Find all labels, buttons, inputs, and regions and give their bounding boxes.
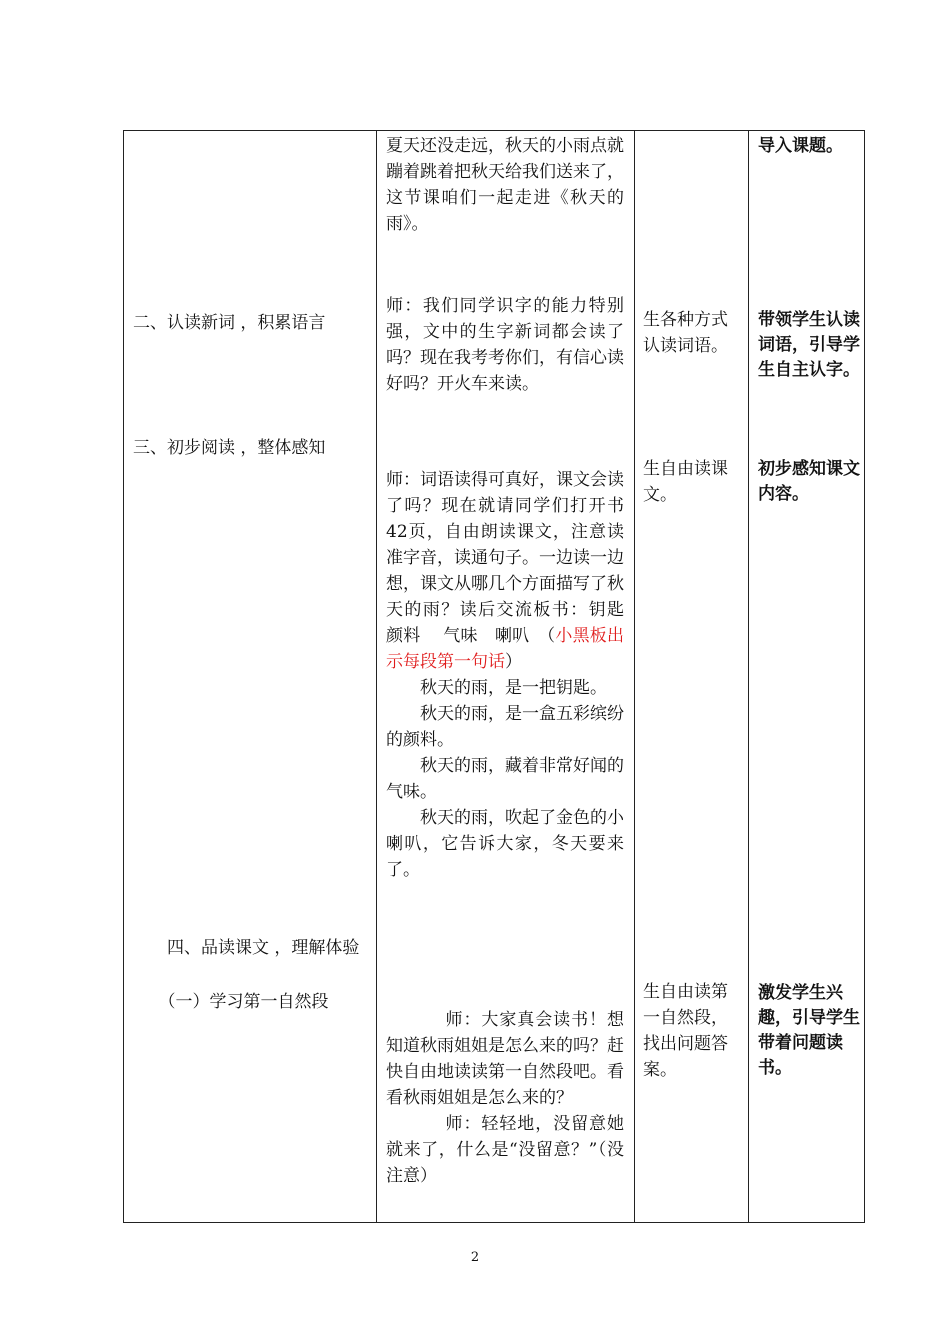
student-step-2: 生各种方式认读词语。: [643, 310, 728, 356]
text-line-4: 秋天的雨，吹起了金色的小喇叭，它告诉大家，冬天要来了。: [386, 808, 624, 880]
intent-step-4: 激发学生兴趣，引导学生带着问题读书。: [758, 983, 860, 1078]
teacher-reading-main: 师：词语读得可真好，课文会读了吗？现在就请同学们打开书42页，自由朗读课文，注意读准字音，读通句子。一边读一边想，课文从哪几个方面描写了秋天的雨？读后交流板书：钥匙 颜料 气味 喇叭 （: [386, 470, 641, 646]
step-2-title: 二、认读新词 ，积累语言: [133, 313, 326, 333]
student-step-3: 生自由读课文。: [643, 459, 728, 505]
page-number: 2: [470, 1250, 480, 1265]
text-line-1: 秋天的雨，是一把钥匙。: [420, 678, 607, 698]
text-line-3: 秋天的雨，藏着非常好闻的气味。: [386, 756, 624, 802]
teacher-reading: [386, 467, 641, 883]
intent-step-2: 带领学生认读词语，引导学生自主认字。: [758, 310, 860, 380]
step-4-title: 四、品读课文 ，理解体验: [167, 938, 360, 958]
teacher-intro: 夏天还没走远，秋天的小雨点就蹦着跳着把秋天给我们送来了，这节课咱们一起走进《秋天的雨》。: [386, 136, 624, 234]
highlight-note: 小黑板出示每段第一句话: [386, 626, 625, 672]
intent-step-1: 导入课题。: [758, 136, 843, 156]
text-line-2: 秋天的雨，是一盒五彩缤纷的颜料。: [386, 704, 624, 750]
intent-step-3: 初步感知课文内容。: [758, 459, 860, 504]
step-3-title: 三、初步阅读 ，整体感知: [133, 438, 326, 458]
column-divider: [634, 131, 635, 1222]
teacher-p1-answer: 师：轻轻地，没留意她就来了，什么是“没留意？”（没注意）: [386, 1114, 624, 1186]
student-step-4: 生自由读第一自然段，找出问题答案。: [643, 982, 728, 1080]
teacher-words: 师：我们同学识字的能力特别强，文中的生字新词都会读了吗？现在我考考你们，有信心读好吗？开火车来读。: [386, 296, 624, 394]
teacher-p1-question: 师：大家真会读书！想知道秋雨姐姐是怎么来的吗？赶快自由地读读第一自然段吧。看看秋雨姐姐是怎么来的？: [386, 1010, 624, 1108]
column-divider: [376, 131, 377, 1222]
lesson-plan-table: [123, 130, 865, 1223]
teacher-reading-close: ）: [505, 652, 522, 672]
teacher-paragraph-1: [386, 1007, 624, 1189]
step-4-subtitle: （一）学习第一自然段: [158, 992, 329, 1012]
column-divider: [748, 131, 749, 1222]
